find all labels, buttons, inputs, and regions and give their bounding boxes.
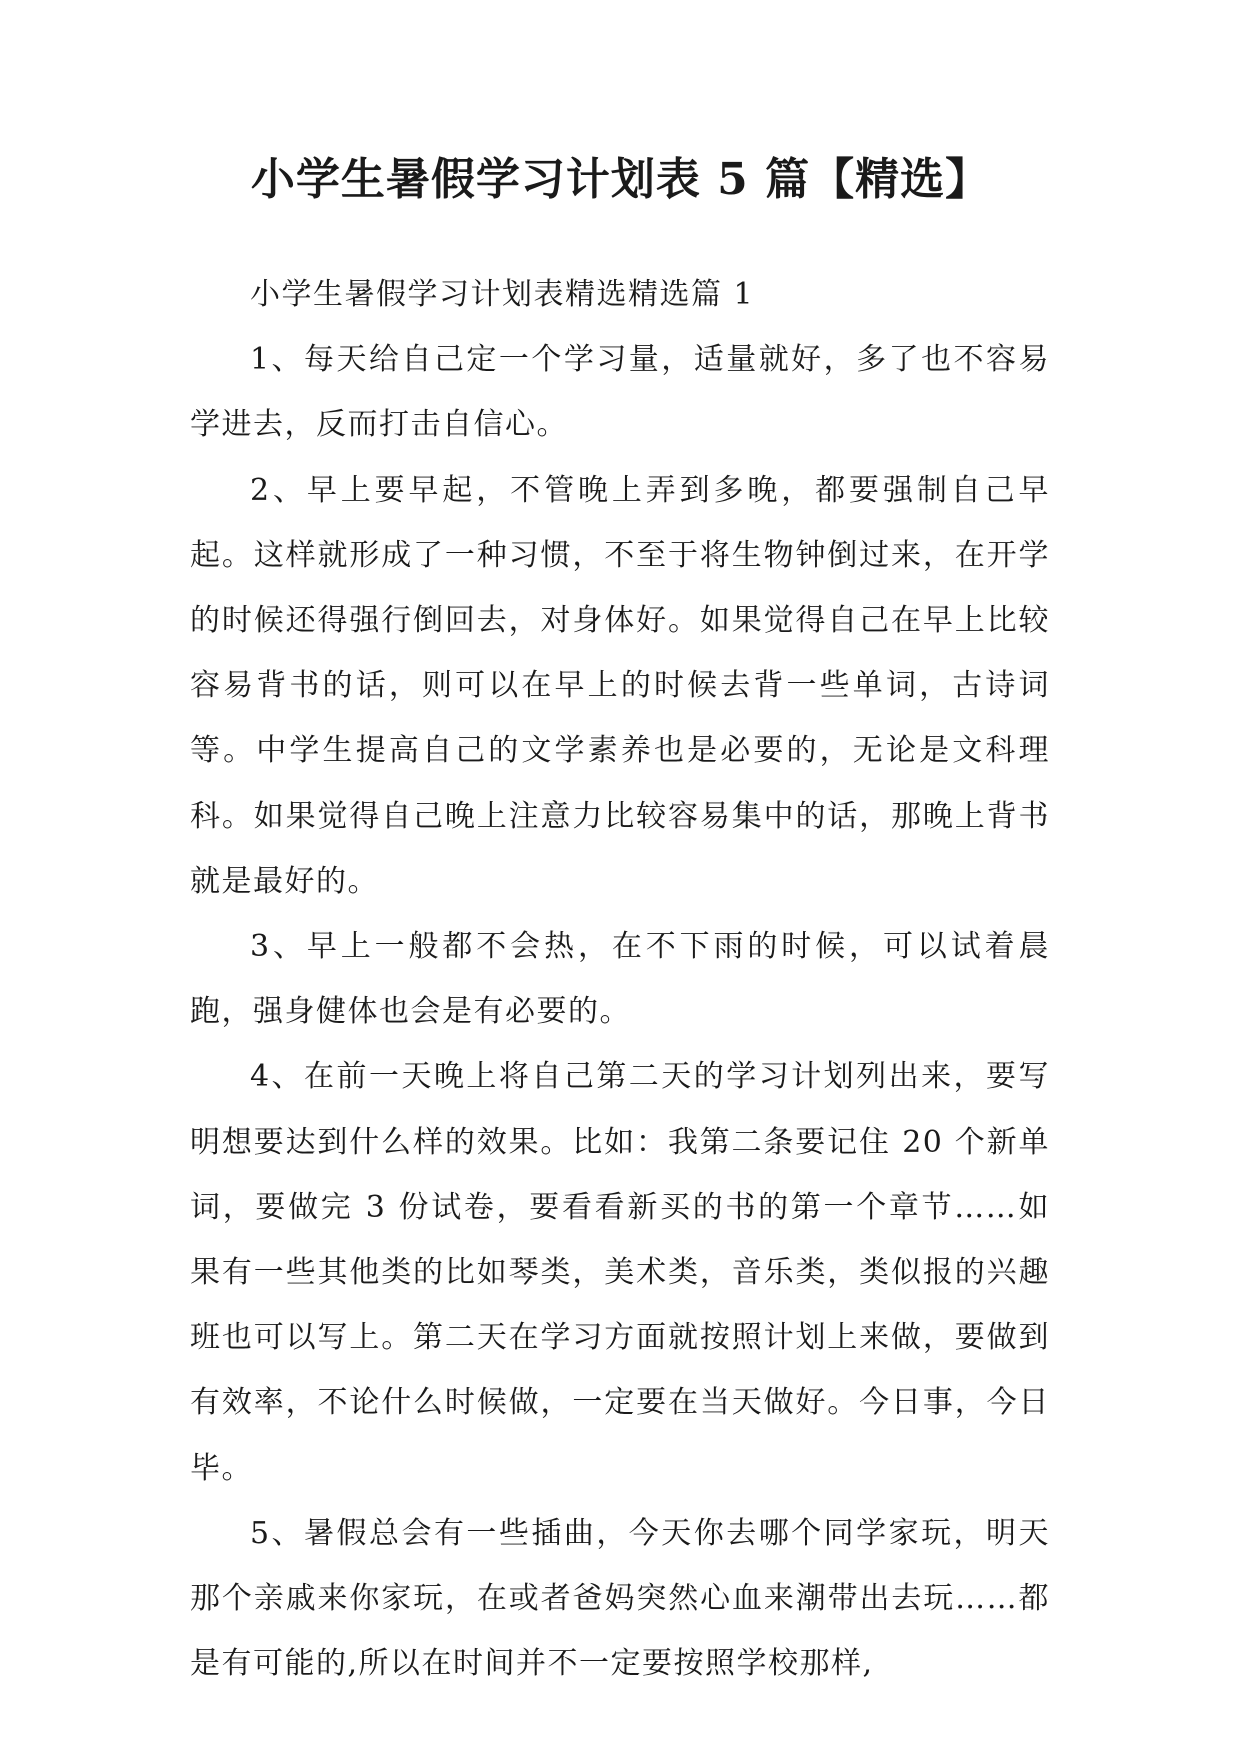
paragraph-4: 4、在前一天晚上将自己第二天的学习计划列出来，要写明想要达到什么样的效果。比如：我第二条要记住 20 个新单词，要做完 3 份试卷，要看看新买的书的第一个章节……如果有一些其他类的比如琴类，美术类，音乐类，类似报的兴趣班也可以写上。第二天在学习方面就按照计划上来做，要做到有效率，不论什么时候做，一定要在当天做好。今日事，今日毕。	[190, 1059, 1050, 1486]
section-heading: 小学生暑假学习计划表精选精选篇 1	[250, 277, 755, 312]
paragraph-2: 2、早上要早起，不管晚上弄到多晚，都要强制自己早起。这样就形成了一种习惯，不至于将生物钟倒过来，在开学的时候还得强行倒回去，对身体好。如果觉得自己在早上比较容易背书的话，则可以在早上的时候去背一些单词，古诗词等。中学生提高自己的文学素养也是必要的，无论是文科理科。如果觉得自己晚上注意力比较容易集中的话，那晚上背书就是最好的。	[190, 472, 1050, 899]
paragraph-1: 1、每天给自己定一个学习量，适量就好，多了也不容易学进去，反而打击自信心。	[190, 342, 1050, 443]
document-body	[190, 262, 1050, 1696]
paragraph-3: 3、早上一般都不会热，在不下雨的时候，可以试着晨跑，强身健体也会是有必要的。	[190, 929, 1050, 1030]
paragraph-5: 5、暑假总会有一些插曲，今天你去哪个同学家玩，明天那个亲戚来你家玩，在或者爸妈突然心血来潮带出去玩……都是有可能的,所以在时间并不一定要按照学校那样,	[190, 1515, 1050, 1682]
document-title: 小学生暑假学习计划表 5 篇【精选】	[250, 154, 991, 205]
